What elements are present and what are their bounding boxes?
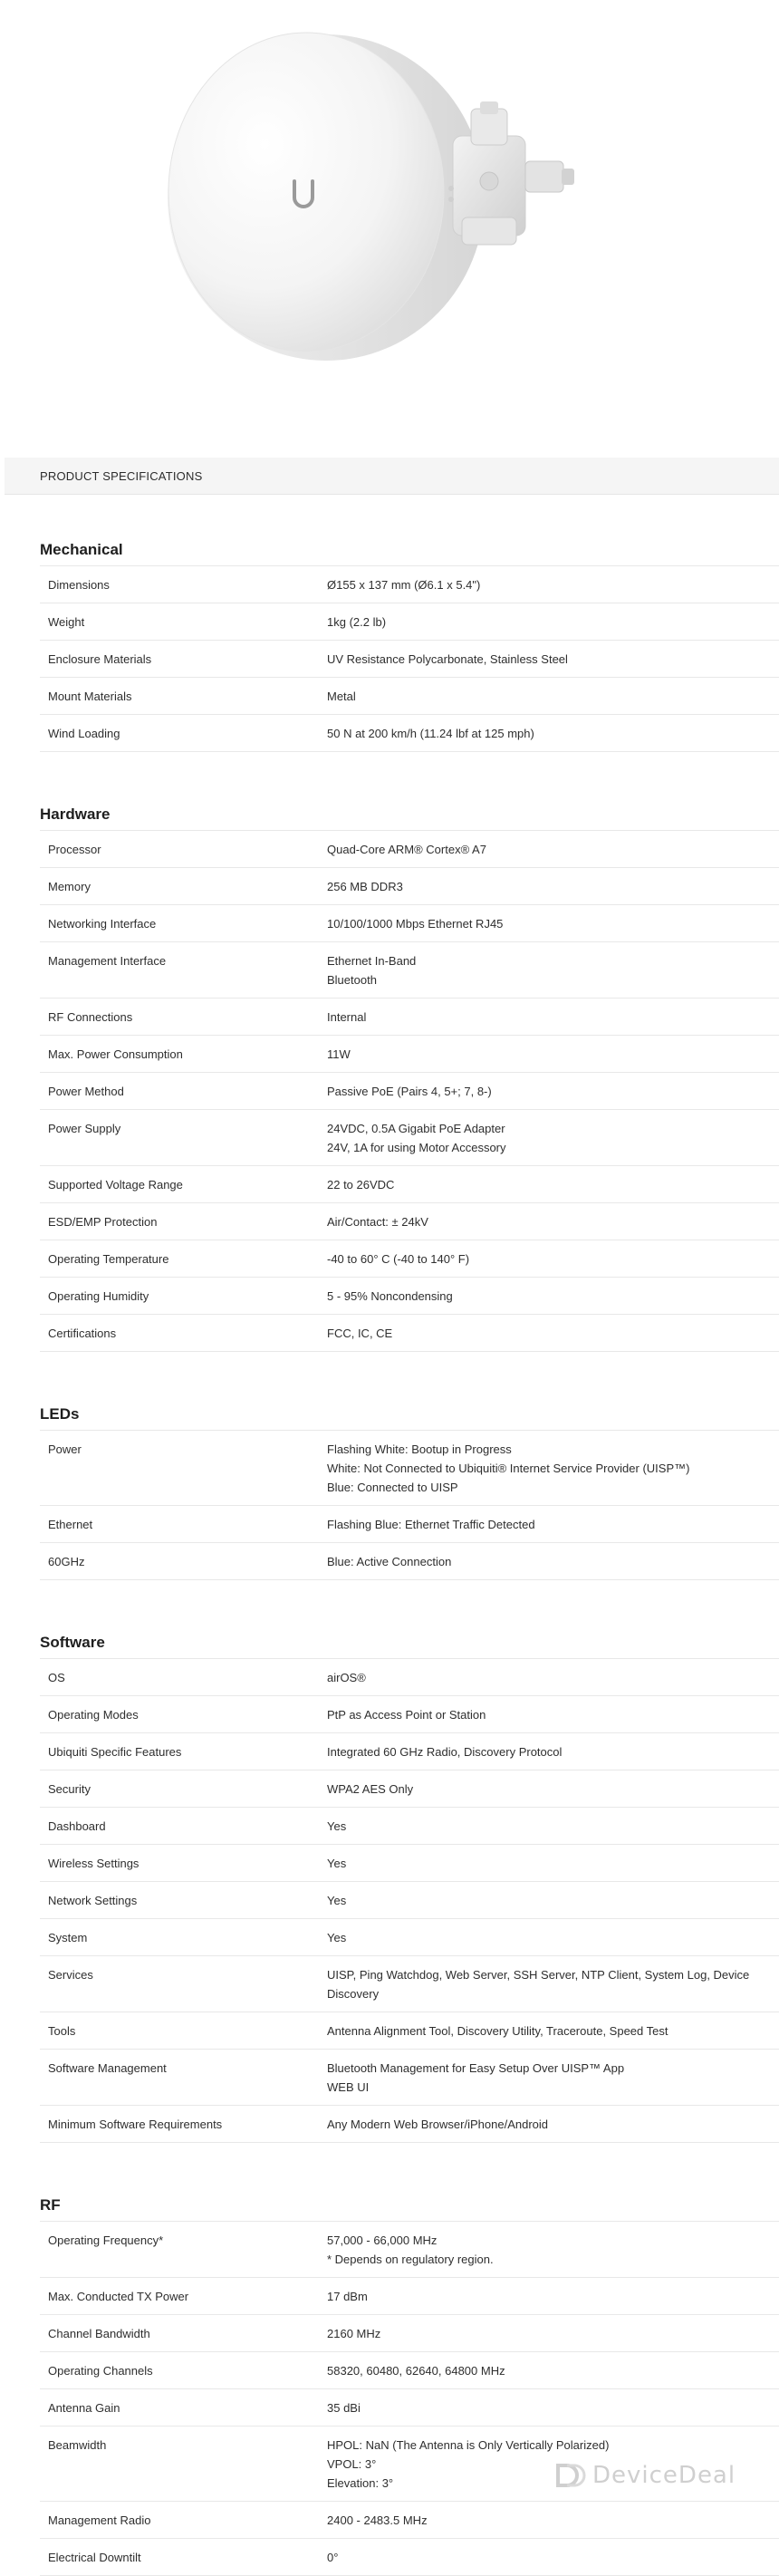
spec-label: Networking Interface: [48, 917, 157, 931]
spec-value: [320, 2548, 779, 2567]
spec-row: [40, 1882, 779, 1919]
spec-section: [40, 2179, 779, 2576]
spec-value: [320, 1891, 779, 1910]
spec-value-line: Yes: [327, 1819, 347, 1833]
section-title: Hardware: [40, 788, 779, 831]
spec-value: [320, 2021, 779, 2041]
spec-value-line: UISP, Ping Watchdog, Web Server, SSH Server, NTP Client, System Log, Device Discovery: [327, 1968, 750, 2001]
spec-section: [40, 1616, 779, 2143]
spec-label: Supported Voltage Range: [48, 1178, 183, 1192]
section-title: Software: [40, 1616, 779, 1659]
spec-row: [40, 999, 779, 1036]
spec-value-line: Passive PoE (Pairs 4, 5+; 7, 8-): [327, 1085, 492, 1098]
spec-value-line: 50 N at 200 km/h (11.24 lbf at 125 mph): [327, 727, 534, 740]
spec-value-line: Air/Contact: ± 24kV: [327, 1215, 428, 1229]
spec-row: [40, 1659, 779, 1696]
spec-row: [40, 1203, 779, 1240]
spec-value: [320, 951, 779, 989]
spec-value-line: 24VDC, 0.5A Gigabit PoE Adapter: [327, 1122, 505, 1135]
spec-value: [320, 724, 779, 743]
spec-value-line: WEB UI: [327, 2080, 370, 2094]
spec-value-line: Blue: Active Connection: [327, 1555, 452, 1568]
spec-label: Antenna Gain: [48, 2401, 120, 2415]
spec-row: [40, 603, 779, 641]
spec-value: [320, 613, 779, 632]
spec-value-line: Any Modern Web Browser/iPhone/Android: [327, 2118, 548, 2131]
spec-label: Power Method: [48, 1085, 124, 1098]
spec-value: [320, 650, 779, 669]
spec-value: [320, 2059, 779, 2097]
spec-value: [320, 1249, 779, 1269]
spec-label: Dashboard: [48, 1819, 106, 1833]
spec-row: [40, 1315, 779, 1352]
spec-value: [320, 2115, 779, 2134]
spec-value: [320, 2361, 779, 2380]
spec-value-line: VPOL: 3°: [327, 2457, 377, 2471]
spec-value-line: 5 - 95% Noncondensing: [327, 1289, 453, 1303]
spec-row: [40, 2278, 779, 2315]
spec-value-line: HPOL: NaN (The Antenna is Only Vertically Polarized): [327, 2438, 610, 2452]
product-specifications-tab[interactable]: [5, 458, 779, 495]
spec-row: [40, 905, 779, 942]
spec-value: [320, 2511, 779, 2530]
spec-label: Tools: [48, 2024, 76, 2038]
spec-value-line: Flashing White: Bootup in Progress: [327, 1442, 512, 1456]
spec-label: Management Interface: [48, 954, 167, 968]
spec-row: [40, 2106, 779, 2143]
spec-value-line: 0°: [327, 2551, 339, 2564]
specifications-list: [40, 524, 779, 2576]
spec-value-line: Integrated 60 GHz Radio, Discovery Protocol: [327, 1745, 563, 1759]
spec-label: Max. Power Consumption: [48, 1047, 183, 1061]
spec-value-line: 17 dBm: [327, 2290, 368, 2303]
spec-row: [40, 1733, 779, 1770]
spec-value: [320, 1175, 779, 1194]
spec-row: [40, 868, 779, 905]
devicedeal-wordmark: DeviceDeal: [592, 2462, 736, 2489]
spec-value-line: Bluetooth: [327, 973, 377, 987]
spec-row: [40, 1036, 779, 1073]
spec-value-line: FCC, IC, CE: [327, 1327, 393, 1340]
spec-value-line: 57,000 - 66,000 MHz: [327, 2233, 438, 2247]
spec-row: [40, 1543, 779, 1580]
spec-label: OS: [48, 1671, 65, 1684]
spec-label: Operating Modes: [48, 1708, 139, 1722]
spec-section: [40, 1388, 779, 1580]
spec-label: Processor: [48, 843, 101, 856]
spec-value-line: Metal: [327, 690, 356, 703]
spec-label: ESD/EMP Protection: [48, 1215, 158, 1229]
spec-value: [320, 877, 779, 896]
spec-value-line: -40 to 60° C (-40 to 140° F): [327, 1252, 470, 1266]
section-title: LEDs: [40, 1388, 779, 1431]
spec-row: [40, 1506, 779, 1543]
spec-value: [320, 1780, 779, 1799]
spec-row: [40, 2315, 779, 2352]
spec-row: [40, 1073, 779, 1110]
spec-row: [40, 1770, 779, 1808]
spec-value-line: Flashing Blue: Ethernet Traffic Detected: [327, 1518, 535, 1531]
spec-value: [320, 2324, 779, 2343]
spec-label: Network Settings: [48, 1894, 138, 1907]
spec-label: 60GHz: [48, 1555, 85, 1568]
spec-row: [40, 1240, 779, 1278]
spec-value: [320, 1668, 779, 1687]
spec-row: [40, 1431, 779, 1506]
spec-label: Power: [48, 1442, 82, 1456]
spec-value: [320, 1552, 779, 1571]
spec-row: [40, 2222, 779, 2278]
spec-label: Services: [48, 1968, 93, 1982]
spec-label: RF Connections: [48, 1010, 133, 1024]
spec-section: [40, 788, 779, 1352]
spec-label: Security: [48, 1782, 91, 1796]
spec-value-line: 24V, 1A for using Motor Accessory: [327, 1141, 506, 1154]
spec-row: [40, 1956, 779, 2012]
spec-value: [320, 1287, 779, 1306]
spec-label: Minimum Software Requirements: [48, 2118, 223, 2131]
spec-label: Channel Bandwidth: [48, 2327, 150, 2340]
spec-label: Electrical Downtilt: [48, 2551, 141, 2564]
spec-row: [40, 2050, 779, 2106]
spec-value: [320, 1742, 779, 1761]
spec-value: [320, 1082, 779, 1101]
product-specifications-label: PRODUCT SPECIFICATIONS: [40, 469, 203, 483]
devicedeal-watermark: [554, 2457, 736, 2494]
spec-label: Ethernet: [48, 1518, 93, 1531]
spec-label: Management Radio: [48, 2513, 151, 2527]
spec-value-line: Internal: [327, 1010, 367, 1024]
spec-value: [320, 2398, 779, 2417]
spec-label: Operating Temperature: [48, 1252, 169, 1266]
spec-label: Enclosure Materials: [48, 652, 152, 666]
spec-label: Certifications: [48, 1327, 117, 1340]
product-image: [0, 0, 779, 444]
spec-label: System: [48, 1931, 88, 1944]
spec-value-line: 11W: [327, 1047, 351, 1061]
devicedeal-logo-icon: [554, 2462, 587, 2489]
spec-value-line: 35 dBi: [327, 2401, 361, 2415]
spec-row: [40, 2352, 779, 2389]
section-title: Mechanical: [40, 524, 779, 566]
spec-value: [320, 1212, 779, 1231]
spec-section: [40, 524, 779, 752]
spec-value: [320, 1045, 779, 1064]
spec-value-line: 2400 - 2483.5 MHz: [327, 2513, 428, 2527]
spec-value: [320, 2231, 779, 2269]
spec-label: Wind Loading: [48, 727, 120, 740]
spec-value-line: 1kg (2.2 lb): [327, 615, 387, 629]
spec-value-line: Ethernet In-Band: [327, 954, 417, 968]
spec-value-line: Blue: Connected to UISP: [327, 1481, 458, 1494]
spec-value: [320, 914, 779, 933]
spec-row: [40, 831, 779, 868]
spec-value: [320, 1324, 779, 1343]
spec-row: [40, 1919, 779, 1956]
spec-row: [40, 1166, 779, 1203]
spec-value-line: 2160 MHz: [327, 2327, 381, 2340]
spec-row: [40, 942, 779, 999]
spec-value: [320, 575, 779, 594]
spec-value-line: Yes: [327, 1894, 347, 1907]
spec-row: [40, 566, 779, 603]
spec-label: Operating Frequency*: [48, 2233, 164, 2247]
spec-label: Software Management: [48, 2061, 167, 2075]
spec-value-line: Yes: [327, 1931, 347, 1944]
spec-row: [40, 1808, 779, 1845]
spec-value-line: 22 to 26VDC: [327, 1178, 395, 1192]
spec-value-line: Yes: [327, 1857, 347, 1870]
spec-label: Wireless Settings: [48, 1857, 139, 1870]
spec-row: [40, 715, 779, 752]
section-title: RF: [40, 2179, 779, 2222]
spec-value: [320, 1440, 779, 1497]
spec-label: Beamwidth: [48, 2438, 107, 2452]
spec-value: [320, 2287, 779, 2306]
spec-row: [40, 2502, 779, 2539]
spec-label: Operating Channels: [48, 2364, 153, 2378]
spec-value: [320, 1705, 779, 1724]
spec-value-line: Elevation: 3°: [327, 2476, 394, 2490]
spec-value-line: UV Resistance Polycarbonate, Stainless Steel: [327, 652, 568, 666]
spec-value: [320, 840, 779, 859]
spec-value-line: 10/100/1000 Mbps Ethernet RJ45: [327, 917, 504, 931]
spec-row: [40, 1845, 779, 1882]
spec-value-line: White: Not Connected to Ubiquiti® Internet Service Provider (UISP™): [327, 1462, 690, 1475]
spec-value: [320, 1119, 779, 1157]
spec-label: Ubiquiti Specific Features: [48, 1745, 182, 1759]
spec-value: [320, 1854, 779, 1873]
spec-row: [40, 678, 779, 715]
spec-label: Memory: [48, 880, 91, 893]
spec-label: Operating Humidity: [48, 1289, 149, 1303]
spec-row: [40, 2539, 779, 2576]
spec-row: [40, 1278, 779, 1315]
spec-row: [40, 1110, 779, 1166]
spec-value-line: Quad-Core ARM® Cortex® A7: [327, 843, 486, 856]
spec-value-line: 58320, 60480, 62640, 64800 MHz: [327, 2364, 505, 2378]
spec-row: [40, 641, 779, 678]
spec-row: [40, 2389, 779, 2426]
spec-value-line: WPA2 AES Only: [327, 1782, 414, 1796]
spec-value-line: Antenna Alignment Tool, Discovery Utility, Traceroute, Speed Test: [327, 2024, 668, 2038]
spec-label: Weight: [48, 615, 85, 629]
spec-value-line: PtP as Access Point or Station: [327, 1708, 486, 1722]
spec-label: Power Supply: [48, 1122, 121, 1135]
spec-label: Mount Materials: [48, 690, 132, 703]
spec-value-line: Bluetooth Management for Easy Setup Over UISP™ App: [327, 2061, 625, 2075]
spec-value: [320, 687, 779, 706]
spec-row: [40, 1696, 779, 1733]
spec-value-line: * Depends on regulatory region.: [327, 2253, 494, 2266]
spec-value-line: airOS®: [327, 1671, 366, 1684]
spec-row: [40, 2012, 779, 2050]
spec-value-line: Ø155 x 137 mm (Ø6.1 x 5.4"): [327, 578, 481, 592]
spec-value: [320, 1965, 779, 2003]
spec-label: Max. Conducted TX Power: [48, 2290, 189, 2303]
spec-value: [320, 1008, 779, 1027]
spec-value: [320, 1817, 779, 1836]
spec-value: [320, 1515, 779, 1534]
spec-label: Dimensions: [48, 578, 110, 592]
spec-value: [320, 1928, 779, 1947]
spec-value-line: 256 MB DDR3: [327, 880, 403, 893]
